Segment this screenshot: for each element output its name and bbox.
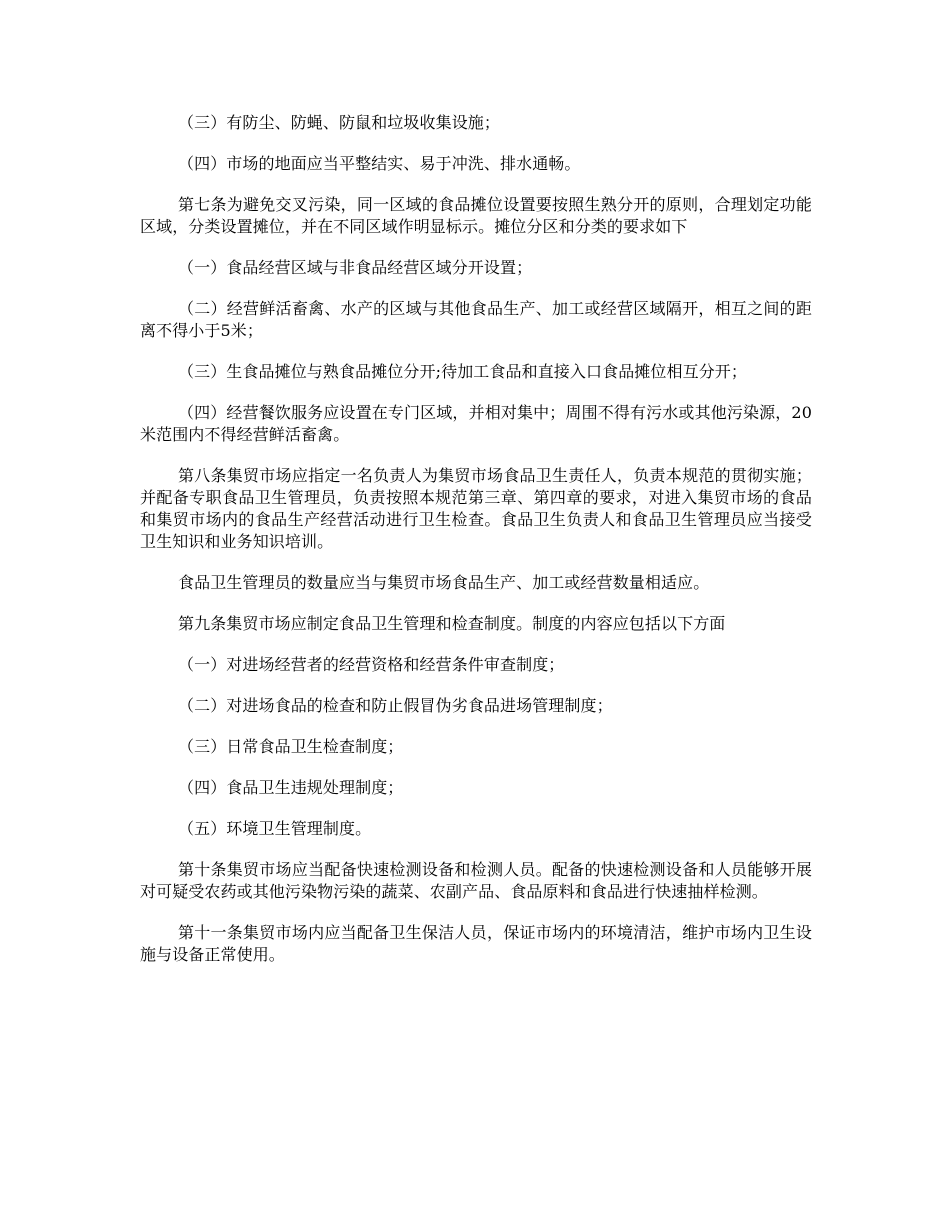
paragraph-4: （四）市场的地面应当平整结实、易于冲洗、排水通畅。 <box>178 154 581 173</box>
article-9-item-5: （五）环境卫生管理制度。 <box>178 819 372 838</box>
article-9-item-4: （四）食品卫生违规处理制度； <box>178 778 404 797</box>
article-11: 第十一条集贸市场内应当配备卫生保洁人员，保证市场内的环境清洁，维护市场内卫生设施与设备正常使用。 <box>140 923 812 964</box>
article-9-item-3: （三）日常食品卫生检查制度； <box>178 737 404 756</box>
article-9: 第九条集贸市场应制定食品卫生管理和检查制度。制度的内容应包括以下方面 <box>178 614 726 633</box>
article-7: 第七条为避免交叉污染，同一区域的食品摊位设置要按照生熟分开的原则，合理划定功能区域，分类设置摊位，并在不同区域作明显标示。摊位分区和分类的要求如下 <box>140 195 812 236</box>
article-10: 第十条集贸市场应当配备快速检测设备和检测人员。配备的快速检测设备和人员能够开展对可疑受农药或其他污染物污染的蔬菜、农副产品、食品原料和食品进行快速抽样检测。 <box>140 860 812 901</box>
article-7-item-1: （一）食品经营区域与非食品经营区域分开设置； <box>178 258 533 277</box>
article-7-item-3: （三）生食品摊位与熟食品摊位分开;待加工食品和直接入口食品摊位相互分开； <box>178 362 747 381</box>
paragraph-3: （三）有防尘、防蝇、防鼠和垃圾收集设施； <box>178 113 501 132</box>
document-body <box>140 112 812 985</box>
article-9-item-1: （一）对进场经营者的经营资格和经营条件审查制度； <box>178 655 565 674</box>
article-8: 第八条集贸市场应指定一名负责人为集贸市场食品卫生责任人，负责本规范的贯彻实施；并配备专职食品卫生管理员，负责按照本规范第三章、第四章的要求，对进入集贸市场的食品和集贸市场内的食品生产经营活动进行卫生检查。食品卫生负责人和食品卫生管理员应当接受卫生知识和业务知识培训。 <box>140 466 812 551</box>
article-8-note: 食品卫生管理员的数量应当与集贸市场食品生产、加工或经营数量相适应。 <box>178 573 710 592</box>
article-7-item-4: （四）经营餐饮服务应设置在专门区域，并相对集中；周围不得有污水或其他污染源，20米范围内不得经营鲜活畜禽。 <box>140 403 812 444</box>
article-9-item-2: （二）对进场食品的检查和防止假冒伪劣食品进场管理制度； <box>178 696 613 715</box>
article-7-item-2: （二）经营鲜活畜禽、水产的区域与其他食品生产、加工或经营区域隔开，相互之间的距离不得小于5米； <box>140 299 812 340</box>
